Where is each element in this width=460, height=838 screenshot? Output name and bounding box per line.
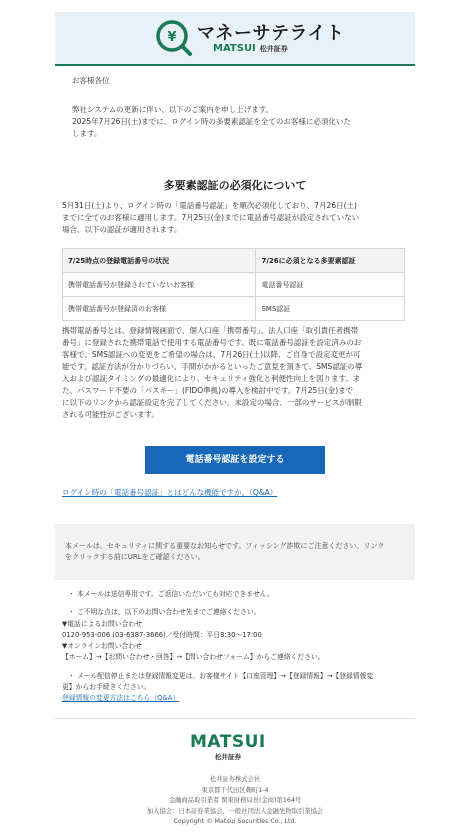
footer-divider: [55, 718, 415, 719]
matsui-logo: MATSUI: [190, 732, 266, 752]
brand-sub: MATSUI 松井証券: [213, 43, 288, 54]
section-title: 多要素認証の必須化について: [163, 179, 307, 192]
security-notice: 本メールは、セキュリティに関する重要なお知らせです。フィッシング詐欺にご注意ください。リンク をクリックする前にURLをご確認ください。: [55, 524, 415, 580]
table-row: 携帯電話番号が登録済のお客様 SMS認証: [63, 297, 405, 321]
table-row: 携帯電話番号が登録されていないお客様 電話番号認証: [63, 273, 405, 297]
phone-contact: 0120-953-006 (03-6387-3666)／受付時間：平日8:30～17:00: [62, 631, 262, 639]
auth-status-table: [62, 248, 405, 321]
email-header: [55, 12, 415, 66]
table-header-required-auth: 7/26に必須となる多要素認証: [256, 249, 405, 273]
setup-phone-auth-button[interactable]: 電話番号認証を設定する: [145, 446, 325, 474]
table-header-status: 7/25時点の登録電話番号の状況: [63, 249, 256, 273]
money-satellite-logo-icon: [154, 18, 194, 58]
greeting: お客様各位: [72, 76, 110, 85]
svg-text:¥: ¥: [167, 30, 177, 45]
phone-explanation: 携帯電話番号とは、登録情報画面で、個人口座「携帯番号」、法人口座「取引責任者携帯 番号」に登録された携帯電話で使用する電話番号です。既に電話番号認証を設定済みのお 客様で、SMS認証への変更をご希望の場合は、7月26日(土)以降、ご自身で設定変更が可 能です。認証方法が分かりづらい、手間がかかるといったご意見を頂きて、SMS認証の導 入および認証タイミングの最適化により、セキュリティ強化と利便性向上を図ります。ま た、パスワード不要の「パスキー」(FIDO準拠)の導入を検討中です。7月25日(金)まで に以下のリンクから認証設定を完了してください。未設定の場合、一部のサービスが制限 される可能性がございます。: [62, 326, 363, 419]
table-header-row: [63, 249, 405, 273]
matsui-logo-sub: 松井証券: [215, 753, 241, 761]
faq-link[interactable]: ログイン時の「電話番号認証」とはどんな機能ですか。（Q&A）: [62, 488, 278, 497]
company-info: 松井証券株式会社 東京都千代田区麹町1-4 金融商品取引業者 関東財務局長(金商)第164号 加入協会：日本証券業協会、一般社団法人金融先物取引業協会 Copyright © Matsui Securities Co., Ltd.: [146, 776, 324, 825]
mfa-description: 5月31日(土)より、ログイン時の「電話番号認証」を順次必須化しており、7月26日(土) までに全てのお客様に適用します。7月25日(金)までに電話番号認証が設定されていない 場合、以下の認証が適用されます。: [62, 201, 360, 234]
email-page: ¥ マネーサテライト MATSUI 松井証券 お客様各位 弊社システムの更新に伴い、以下のご案内を申し上げます。 2025年7月26日(土)までに、ログイン時の多要素認証を全てのお客様に必須化いた します。 多要素認証の必須化について 5月31日(土)より、ログイン時の「電話番号認証」を順次必須化しており、7月26日(土) までに全てのお客様に適用します。7月25日(金)までに電話番号認証が設定されていない 場合、以下の認証が適用されます。 7/25時点の登録電話番号の状況 7/26に必須となる多要素認証 携帯電話番号が登録されていないお客様 電話番号認証 携帯電話番号が登録済のお客様 SMS認証 携帯電話番号とは、登録情報画面で、個人口座「携帯番号」、法人口座「取引責任者携帯 番号」に登録された携帯電話で使用する電話番号です。既に電話番号認証を設定済みのお 客様で、SMS認証への変更をご希望の場合は、7月26日(土)以降、ご自身で設定変更が可 能です。認証方法が分かりづらい、手間がかかるといったご意見を頂きて、SMS認証の導 入および認証タイミングの最適化により、セキュリティ強化と利便性向上を図ります。ま た、パスワード不要の「パスキー」(FIDO準拠)の導入を検討中です。7月25日(金)まで に以下のリンクから認証設定を完了してください。未設定の場合、一部のサービスが制限 される可能性がございます。 電話番号認証を設定する ログイン時の「電話番号認証」とはどんな機能ですか。（Q&A） 本メールは、セキュリティに関する重要なお知らせです。フィッシング詐欺にご注意ください。リンク をクリックする前にURLをご確認ください。 ・ 本メールは送信専用です。ご返信いただいても対応できません。 ・ ご不明な点は、以下のお問い合わせ先までご連絡ください。 ▼電話によるお問い合わせ 0120-953-006 (03-6387-3666)／受付時間：平日8:30～17:00 ▼オンラインお問い合わせ 【ホーム】→【お問い合わせ・回答】→【問い合わせフォーム】からご連絡ください。 ・ メール配信停止または登録情報変更は、お客様サイト【口座管理】→【登録情報】→【登録情報変 更】からお手続きください。 登録情報の変更方法はこちら（Q&A） MATSUI 松井証券 松井証券株式会社 東京都千代田区麹町1-4 金融商品取引業者 関東財務局長(金商)第164号 加入協会：日本証券業協会、一般社団法人金融先物取引業協会 Copyright © Matsui Securities Co., Ltd.: [0, 0, 460, 838]
brand-name: マネーサテライト: [197, 23, 345, 44]
intro-text: 弊社システムの更新に伴い、以下のご案内を申し上げます。 2025年7月26日(土)までに、ログイン時の多要素認証を全てのお客様に必須化いた します。: [72, 105, 351, 138]
change-info-link[interactable]: 登録情報の変更方法はこちら（Q&A）: [62, 694, 180, 702]
